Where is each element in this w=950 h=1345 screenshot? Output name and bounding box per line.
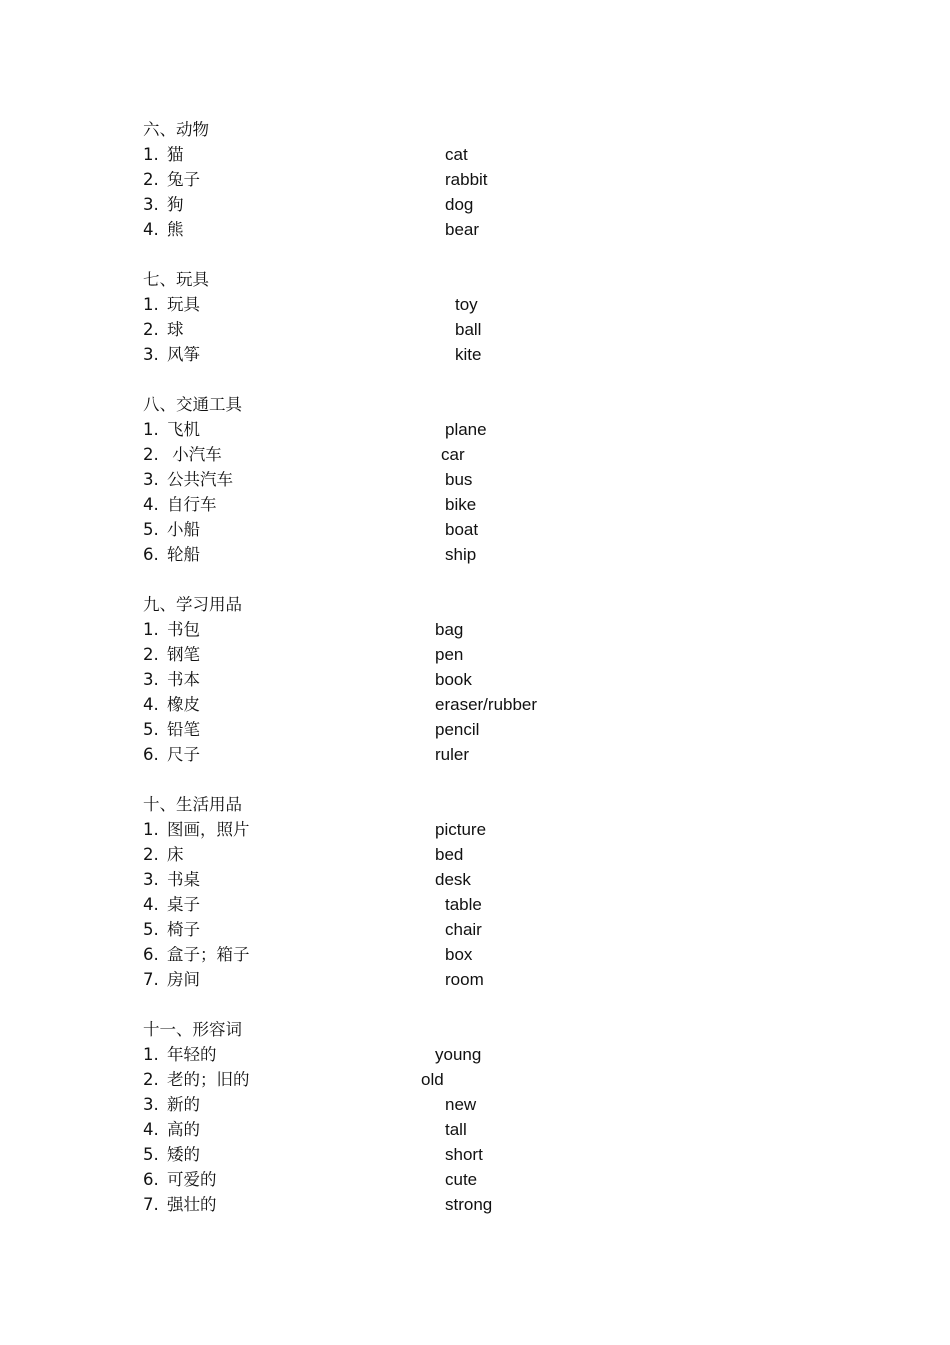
english-word: chair xyxy=(445,920,482,939)
chinese-word: 钢笔 xyxy=(167,645,200,664)
vocabulary-row xyxy=(143,292,843,317)
item-number: 1. xyxy=(143,1045,159,1064)
english-word: dog xyxy=(445,195,474,214)
english-word: bed xyxy=(435,845,464,864)
vocabulary-row xyxy=(143,692,843,717)
vocabulary-row xyxy=(143,967,843,992)
item-number: 2. xyxy=(143,445,159,464)
vocabulary-row xyxy=(143,467,843,492)
chinese-word: 橡皮 xyxy=(167,695,200,714)
item-number: 1. xyxy=(143,420,159,439)
item-number: 2. xyxy=(143,1070,159,1089)
section-heading: 十一、形容词 xyxy=(143,1020,242,1039)
english-word: book xyxy=(435,670,472,689)
vocabulary-row xyxy=(143,417,843,442)
item-number: 3. xyxy=(143,870,159,889)
vocabulary-row xyxy=(143,717,843,742)
item-number: 4. xyxy=(143,695,159,714)
chinese-word: 玩具 xyxy=(167,295,200,314)
vocabulary-row xyxy=(143,1117,843,1142)
chinese-word: 猫 xyxy=(167,145,184,164)
vocabulary-row xyxy=(143,1167,843,1192)
english-word: rabbit xyxy=(445,170,488,189)
chinese-word: 书包 xyxy=(167,620,200,639)
english-word: bus xyxy=(445,470,473,489)
vocabulary-row xyxy=(143,642,843,667)
item-number: 2. xyxy=(143,845,159,864)
chinese-word: 可爱的 xyxy=(167,1170,217,1189)
vocabulary-row xyxy=(143,1092,843,1117)
vocabulary-row xyxy=(143,892,843,917)
item-number: 7. xyxy=(143,1195,159,1214)
vocabulary-row xyxy=(143,317,843,342)
chinese-word: 房间 xyxy=(167,970,200,989)
english-word: table xyxy=(445,895,482,914)
section xyxy=(143,1017,843,1217)
item-number: 3. xyxy=(143,1095,159,1114)
section-heading: 九、学习用品 xyxy=(143,595,242,614)
vocabulary-row xyxy=(143,542,843,567)
english-word: car xyxy=(441,445,465,464)
vocabulary-row xyxy=(143,942,843,967)
section xyxy=(143,392,843,567)
chinese-word: 新的 xyxy=(167,1095,200,1114)
chinese-word: 飞机 xyxy=(167,420,200,439)
item-number: 3. xyxy=(143,345,159,364)
chinese-word: 铅笔 xyxy=(167,720,200,739)
item-number: 1. xyxy=(143,820,159,839)
chinese-word: 球 xyxy=(167,320,184,339)
english-word: old xyxy=(421,1070,444,1089)
section xyxy=(143,117,843,242)
english-word: eraser/rubber xyxy=(435,695,538,714)
item-number: 3. xyxy=(143,195,159,214)
chinese-word: 盒子；箱子 xyxy=(167,945,250,964)
chinese-word: 自行车 xyxy=(167,495,217,514)
english-word: short xyxy=(445,1145,483,1164)
vocabulary-row xyxy=(143,617,843,642)
english-word: kite xyxy=(455,345,482,364)
item-number: 1. xyxy=(143,295,159,314)
chinese-word: 桌子 xyxy=(167,895,200,914)
chinese-word: 小船 xyxy=(167,520,200,539)
item-number: 5. xyxy=(143,520,159,539)
english-word: pencil xyxy=(435,720,480,739)
item-number: 2. xyxy=(143,320,159,339)
chinese-word: 年轻的 xyxy=(167,1045,217,1064)
chinese-word: 高的 xyxy=(167,1120,200,1139)
vocabulary-row xyxy=(143,1042,843,1067)
chinese-word: 轮船 xyxy=(167,545,200,564)
vocabulary-row xyxy=(143,217,843,242)
vocabulary-row xyxy=(143,867,843,892)
item-number: 2. xyxy=(143,170,159,189)
section-heading: 八、交通工具 xyxy=(143,395,242,414)
vocabulary-row xyxy=(143,167,843,192)
english-word: cute xyxy=(445,1170,478,1189)
english-word: desk xyxy=(435,870,471,889)
english-word: boat xyxy=(445,520,479,539)
english-word: ball xyxy=(455,320,482,339)
english-word: bag xyxy=(435,620,464,639)
vocabulary-row xyxy=(143,667,843,692)
chinese-word: 兔子 xyxy=(167,170,200,189)
chinese-word: 狗 xyxy=(167,195,184,214)
item-number: 2. xyxy=(143,645,159,664)
item-number: 4. xyxy=(143,895,159,914)
chinese-word: 尺子 xyxy=(167,745,200,764)
item-number: 1. xyxy=(143,145,159,164)
vocabulary-row xyxy=(143,1192,843,1217)
english-word: bear xyxy=(445,220,480,239)
item-number: 4. xyxy=(143,220,159,239)
english-word: picture xyxy=(435,820,487,839)
item-number: 5. xyxy=(143,1145,159,1164)
chinese-word: 书本 xyxy=(167,670,200,689)
item-number: 6. xyxy=(143,1170,159,1189)
chinese-word: 床 xyxy=(167,845,184,864)
vocabulary-document xyxy=(143,117,843,1242)
chinese-word: 小汽车 xyxy=(167,445,222,464)
vocabulary-row xyxy=(143,517,843,542)
english-word: bike xyxy=(445,495,477,514)
english-word: new xyxy=(445,1095,477,1114)
vocabulary-row xyxy=(143,1142,843,1167)
item-number: 5. xyxy=(143,920,159,939)
english-word: plane xyxy=(445,420,487,439)
vocabulary-row xyxy=(143,342,843,367)
section-heading: 十、生活用品 xyxy=(143,795,242,814)
item-number: 3. xyxy=(143,670,159,689)
english-word: pen xyxy=(435,645,464,664)
item-number: 4. xyxy=(143,1120,159,1139)
chinese-word: 熊 xyxy=(167,220,184,239)
chinese-word: 老的；旧的 xyxy=(167,1070,250,1089)
english-word: strong xyxy=(445,1195,493,1214)
vocabulary-row xyxy=(143,492,843,517)
item-number: 7. xyxy=(143,970,159,989)
vocabulary-row xyxy=(143,917,843,942)
vocabulary-row xyxy=(143,817,843,842)
english-word: tall xyxy=(445,1120,467,1139)
section xyxy=(143,267,843,367)
english-word: room xyxy=(445,970,484,989)
section-heading: 七、玩具 xyxy=(143,270,209,289)
english-word: ruler xyxy=(435,745,470,764)
section xyxy=(143,592,843,767)
section-heading: 六、动物 xyxy=(143,120,209,139)
item-number: 6. xyxy=(143,545,159,564)
english-word: box xyxy=(445,945,473,964)
english-word: young xyxy=(435,1045,482,1064)
chinese-word: 图画，照片 xyxy=(167,820,250,839)
chinese-word: 矮的 xyxy=(167,1145,200,1164)
chinese-word: 风筝 xyxy=(167,345,200,364)
item-number: 5. xyxy=(143,720,159,739)
item-number: 3. xyxy=(143,470,159,489)
chinese-word: 书桌 xyxy=(167,870,200,889)
chinese-word: 公共汽车 xyxy=(167,470,233,489)
vocabulary-row xyxy=(143,1067,843,1092)
english-word: toy xyxy=(455,295,478,314)
section xyxy=(143,792,843,992)
item-number: 6. xyxy=(143,945,159,964)
vocabulary-row xyxy=(143,842,843,867)
vocabulary-row xyxy=(143,742,843,767)
english-word: cat xyxy=(445,145,468,164)
item-number: 4. xyxy=(143,495,159,514)
chinese-word: 强壮的 xyxy=(167,1195,217,1214)
vocabulary-row xyxy=(143,192,843,217)
vocabulary-row xyxy=(143,442,843,467)
chinese-word: 椅子 xyxy=(167,920,200,939)
item-number: 1. xyxy=(143,620,159,639)
vocabulary-row xyxy=(143,142,843,167)
english-word: ship xyxy=(445,545,477,564)
item-number: 6. xyxy=(143,745,159,764)
